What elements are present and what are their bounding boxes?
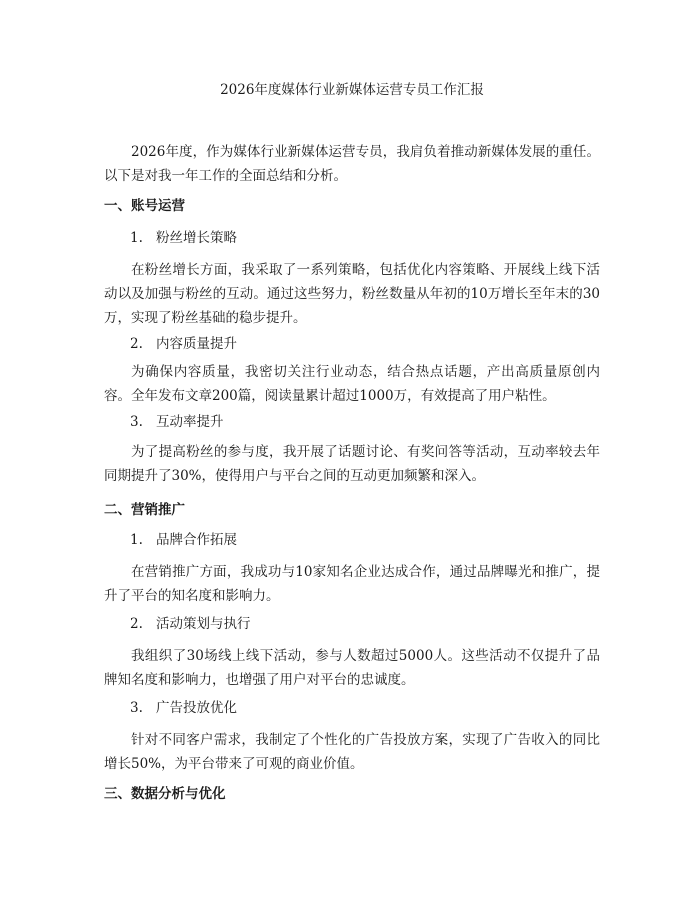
paragraph-interaction-rate: 为了提高粉丝的参与度，我开展了话题讨论、有奖问答等活动，互动率较去年同期提升了30%，使得用户与平台之间的互动更加频繁和深入。 <box>104 444 600 484</box>
subheading-number: 3. <box>130 700 143 716</box>
paragraph-content-quality: 为确保内容质量，我密切关注行业动态，结合热点话题，产出高质量原创内容。全年发布文章200篇，阅读量累计超过1000万，有效提高了用户粘性。 <box>104 364 600 404</box>
subheading-label: 活动策划与执行 <box>156 616 251 632</box>
section-heading-data-analysis: 三、数据分析与优化 <box>104 786 226 802</box>
subheading-label: 粉丝增长策略 <box>156 230 237 246</box>
subheading-brand-cooperation <box>130 530 237 550</box>
section-heading-account-operation: 一、账号运营 <box>104 198 185 214</box>
subheading-number: 2. <box>130 336 143 352</box>
intro-paragraph: 2026年度，作为媒体行业新媒体运营专员，我肩负着推动新媒体发展的重任。以下是对我一年工作的全面总结和分析。 <box>104 144 600 184</box>
subheading-event-planning <box>130 614 251 634</box>
subheading-number: 3. <box>130 414 143 430</box>
subheading-label: 品牌合作拓展 <box>156 532 237 548</box>
subheading-label: 广告投放优化 <box>156 700 237 716</box>
subheading-ad-optimization <box>130 698 237 718</box>
section-heading-marketing: 二、营销推广 <box>104 502 185 518</box>
paragraph-ad-optimization: 针对不同客户需求，我制定了个性化的广告投放方案，实现了广告收入的同比增长50%，为平台带来了可观的商业价值。 <box>104 732 600 772</box>
subheading-number: 1. <box>130 532 143 548</box>
subheading-number: 1. <box>130 230 143 246</box>
paragraph-brand-cooperation: 在营销推广方面，我成功与10家知名企业达成合作，通过品牌曝光和推广，提升了平台的知名度和影响力。 <box>104 564 600 604</box>
subheading-interaction-rate <box>130 412 224 432</box>
subheading-label: 互动率提升 <box>156 414 224 430</box>
paragraph-event-planning: 我组织了30场线上线下活动，参与人数超过5000人。这些活动不仅提升了品牌知名度和影响力，也增强了用户对平台的忠诚度。 <box>104 648 600 688</box>
subheading-content-quality <box>130 334 237 354</box>
paragraph-fan-growth: 在粉丝增长方面，我采取了一系列策略，包括优化内容策略、开展线上线下活动以及加强与粉丝的互动。通过这些努力，粉丝数量从年初的10万增长至年末的30万，实现了粉丝基础的稳步提升。 <box>104 262 600 326</box>
subheading-number: 2. <box>130 616 143 632</box>
subheading-fan-growth <box>130 228 237 248</box>
document-title: 2026年度媒体行业新媒体运营专员工作汇报 <box>220 82 484 98</box>
subheading-label: 内容质量提升 <box>156 336 237 352</box>
